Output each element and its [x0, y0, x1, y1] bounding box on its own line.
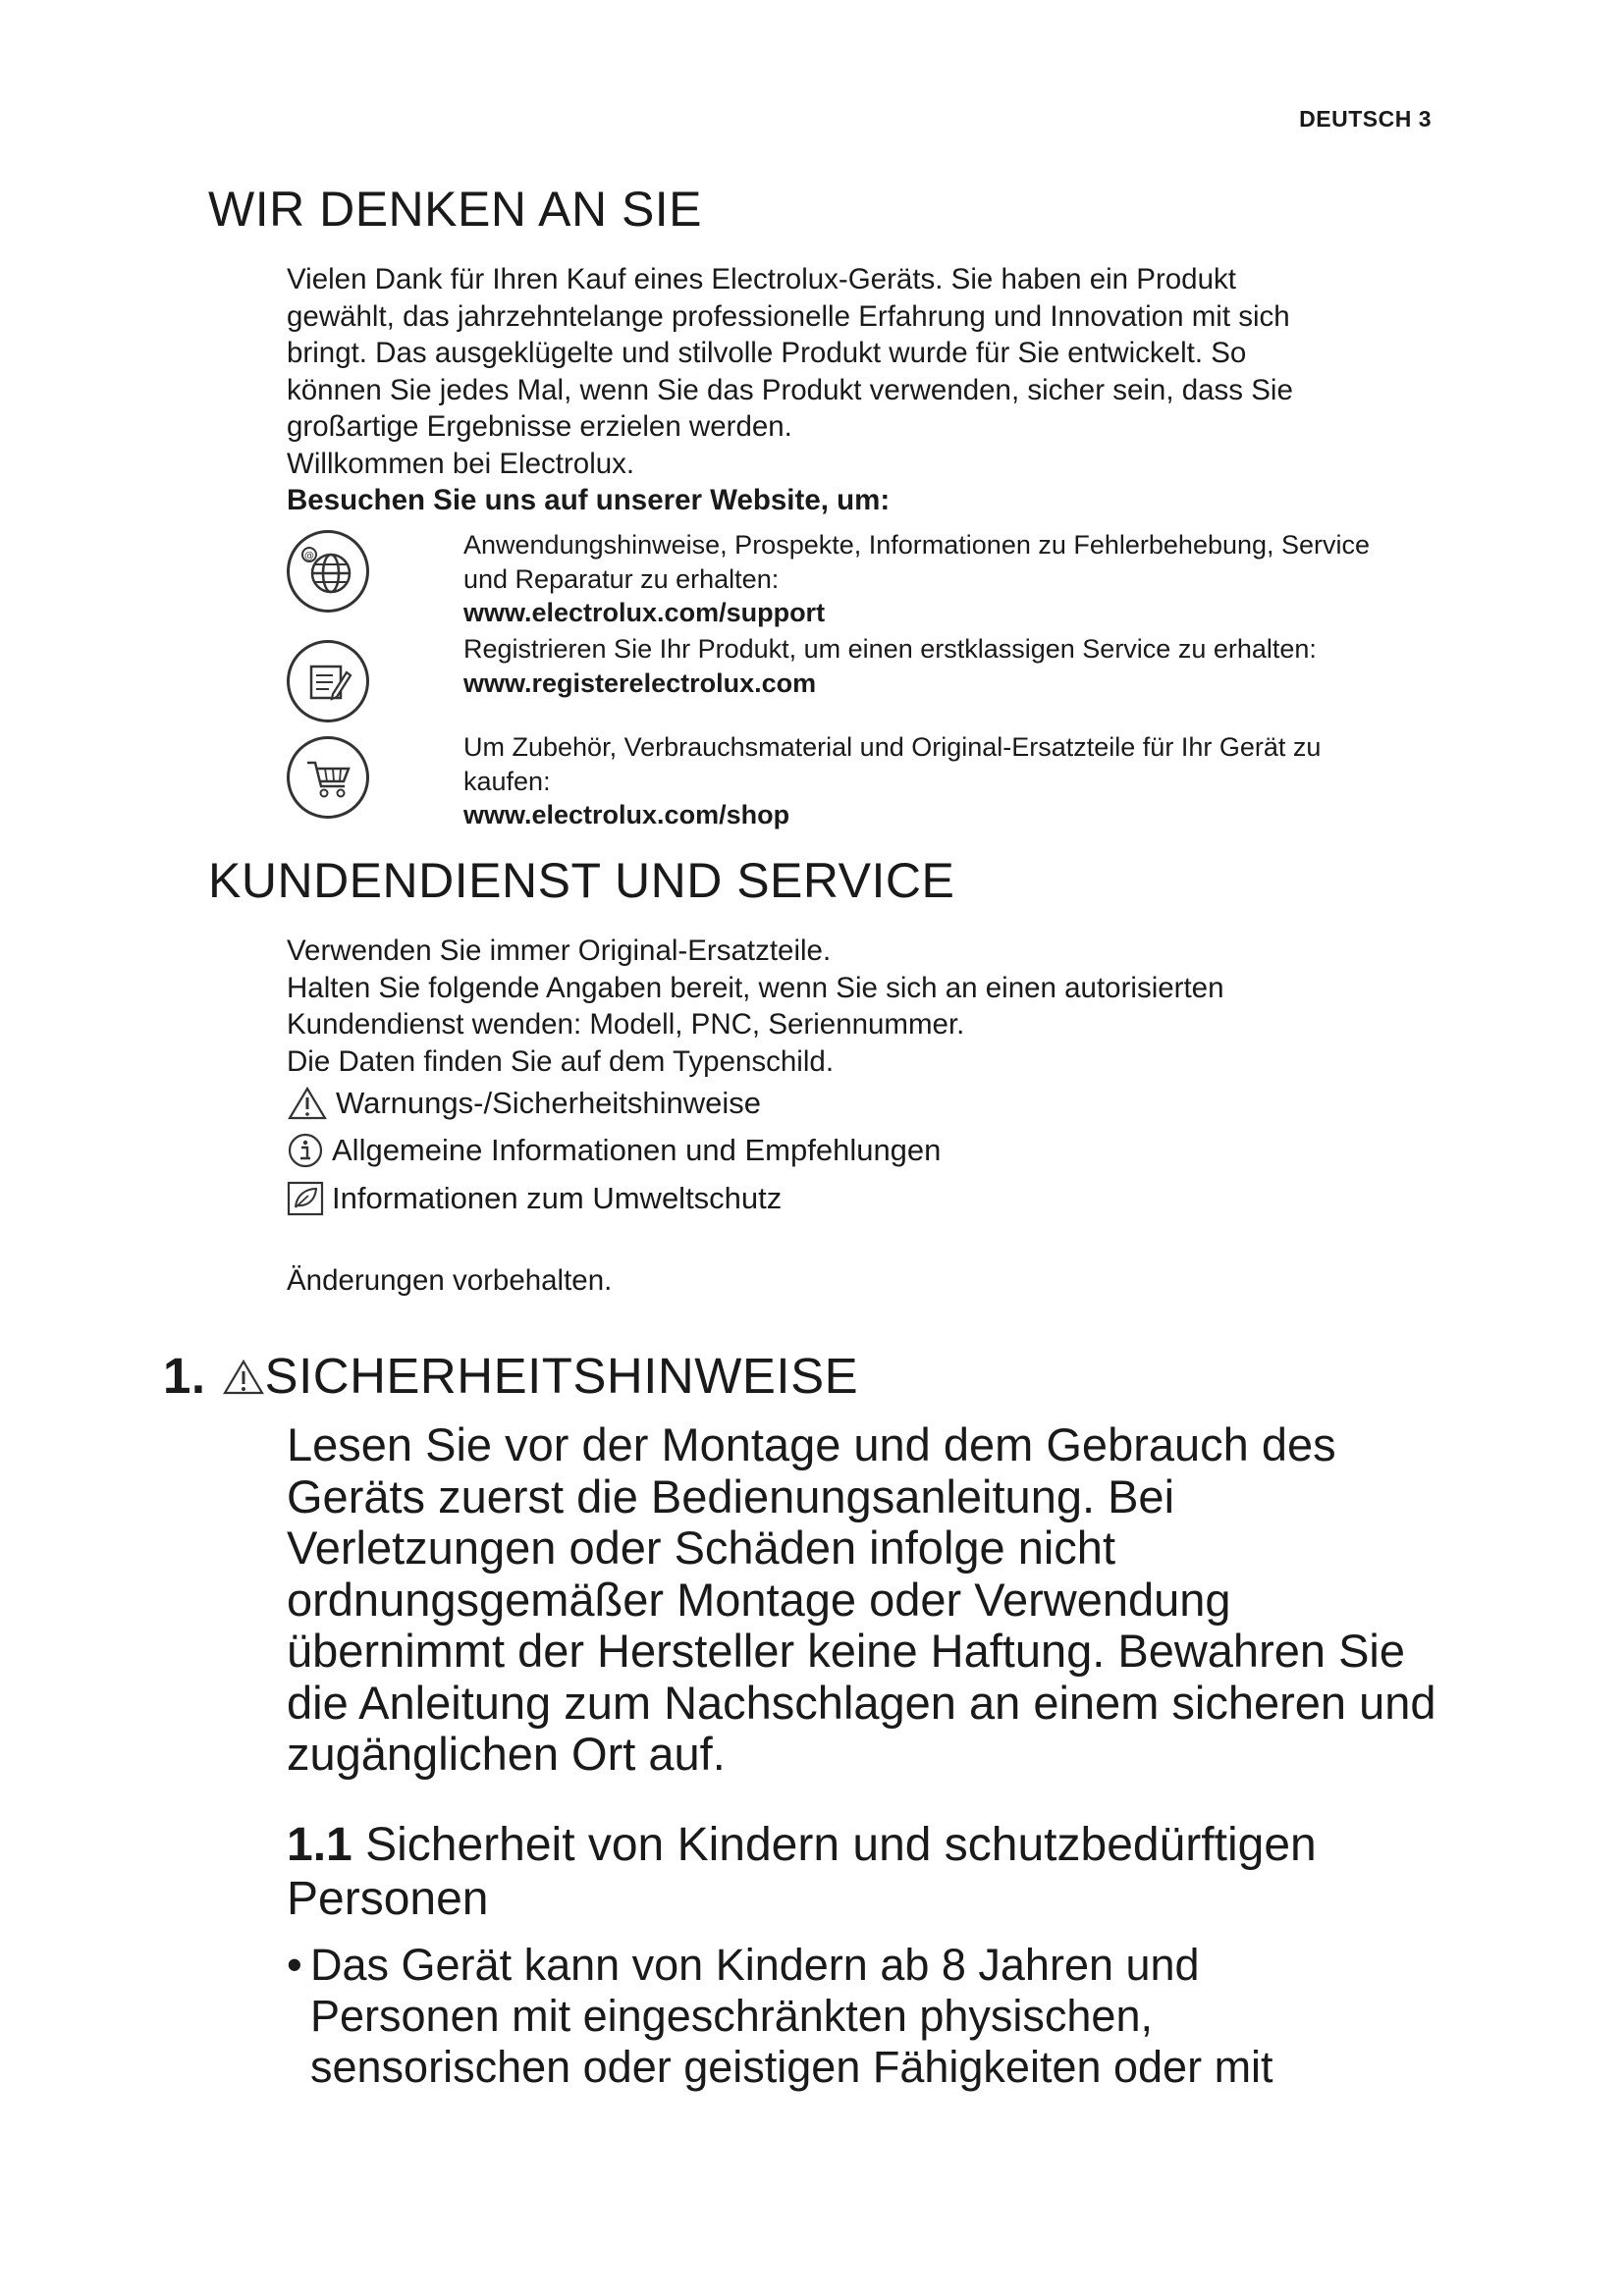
- website-item-text: [463, 632, 1494, 700]
- environment-leaf-icon: [287, 1181, 324, 1216]
- website-item-support: [287, 530, 1514, 628]
- paragraph-line: großartige Ergebnisse erzielen werden.: [287, 410, 792, 443]
- website-item-line: Anwendungshinweise, Prospekte, Informationen zu Fehlerbehebung, Service: [463, 530, 1371, 560]
- list-item: [287, 1940, 1514, 2097]
- subsection-title: [287, 1818, 1514, 1926]
- paragraph-line: gewählt, das jahrzehntelange professionelle Erfahrung und Innovation mit sich: [287, 299, 1290, 333]
- legend-text: Warnungs-/Sicherheitshinweise: [336, 1086, 762, 1120]
- website-item-register: [287, 634, 1514, 738]
- website-item-shop: [287, 732, 1514, 834]
- paragraph-line: Verwenden Sie immer Original-Ersatzteile.: [287, 934, 832, 967]
- changes-note: Änderungen vorbehalten.: [287, 1264, 613, 1297]
- bullet-line: Das Gerät kann von Kindern ab 8 Jahren und: [310, 1940, 1200, 1990]
- legend-warning: [287, 1084, 761, 1123]
- page-header-label: DEUTSCH 3: [1299, 106, 1432, 132]
- section-title-care: WIR DENKEN AN SIE: [208, 182, 703, 237]
- welcome-text: Willkommen bei Electrolux.: [287, 447, 635, 480]
- intro-line: Lesen Sie vor der Montage und dem Gebrauch des: [287, 1418, 1336, 1470]
- intro-line: die Anleitung zum Nachschlagen an einem sicheren und: [287, 1676, 1436, 1729]
- intro-line: ordnungsgemäßer Montage oder Verwendung: [287, 1573, 1231, 1626]
- visit-heading: Besuchen Sie uns auf unserer Website, um:: [287, 484, 891, 516]
- intro-line: Geräts zuerst die Bedienungsanleitung. Bei: [287, 1469, 1175, 1522]
- intro-line: übernimmt der Hersteller keine Haftung. Bewahren Sie: [287, 1625, 1405, 1677]
- paragraph-line: bringt. Das ausgeklügelte und stilvolle Produkt wurde für Sie entwickelt. So: [287, 337, 1247, 369]
- intro-line: Verletzungen oder Schäden infolge nicht: [287, 1522, 1116, 1574]
- shopping-cart-icon: [287, 736, 369, 819]
- globe-icon: [287, 530, 369, 613]
- paragraph-line: Halten Sie folgende Angaben bereit, wenn Sie sich an einen autorisierten: [287, 971, 1224, 1004]
- paragraph-line: Die Daten finden Sie auf dem Typenschild.: [287, 1044, 835, 1078]
- legend-info: [287, 1131, 941, 1170]
- warning-triangle-icon: [222, 1358, 265, 1397]
- website-item-line: Registrieren Sie Ihr Produkt, um einen erstklassigen Service zu erhalten:: [463, 634, 1317, 664]
- bullet-line: sensorischen oder geistigen Fähigkeiten oder mit: [310, 2042, 1273, 2092]
- svg-text:@: @: [304, 551, 314, 561]
- website-item-line: Um Zubehör, Verbrauchsmaterial und Original-Ersatzteile für Ihr Gerät zu: [463, 732, 1322, 762]
- section-title-text: SICHERHEITSHINWEISE: [264, 1348, 859, 1404]
- section-title-service: KUNDENDIENST UND SERVICE: [208, 853, 955, 908]
- subsection-number: 1.1: [287, 1819, 352, 1871]
- warning-triangle-icon: [287, 1086, 328, 1121]
- bullet-line: Personen mit eingeschränkten physischen,: [310, 1991, 1153, 2041]
- website-item-text: [463, 528, 1494, 630]
- paragraph-line: Vielen Dank für Ihren Kauf eines Electrolux-Geräts. Sie haben ein Produkt: [287, 263, 1236, 295]
- service-paragraph: [287, 933, 1494, 1080]
- section-title-safety: [163, 1347, 858, 1405]
- paragraph-line: Kundendienst wenden: Modell, PNC, Seriennummer.: [287, 1008, 965, 1041]
- section-number: 1.: [163, 1348, 206, 1404]
- legend-text: Allgemeine Informationen und Empfehlungen: [332, 1133, 942, 1167]
- register-link[interactable]: www.registerelectrolux.com: [463, 667, 817, 698]
- info-circle-icon: [287, 1132, 324, 1169]
- website-item-line: kaufen:: [463, 766, 551, 796]
- care-paragraph: [287, 261, 1494, 519]
- subsection-title-line1: Sicherheit von Kindern und schutzbedürftigen: [365, 1819, 1317, 1871]
- support-link[interactable]: www.electrolux.com/support: [463, 598, 826, 627]
- website-item-line: und Reparatur zu erhalten:: [463, 563, 780, 594]
- legend-environment: [287, 1179, 782, 1218]
- bullet-marker: •: [287, 1940, 302, 1990]
- safety-intro: [287, 1419, 1514, 1781]
- intro-line: zugänglichen Ort auf.: [287, 1728, 726, 1780]
- register-document-icon: [287, 640, 369, 722]
- paragraph-line: können Sie jedes Mal, wenn Sie das Produkt verwenden, sicher sein, dass Sie: [287, 373, 1293, 406]
- legend-text: Informationen zum Umweltschutz: [332, 1181, 783, 1215]
- website-item-text: [463, 730, 1494, 832]
- shop-link[interactable]: www.electrolux.com/shop: [463, 800, 790, 829]
- subsection-title-line2: Personen: [287, 1873, 489, 1925]
